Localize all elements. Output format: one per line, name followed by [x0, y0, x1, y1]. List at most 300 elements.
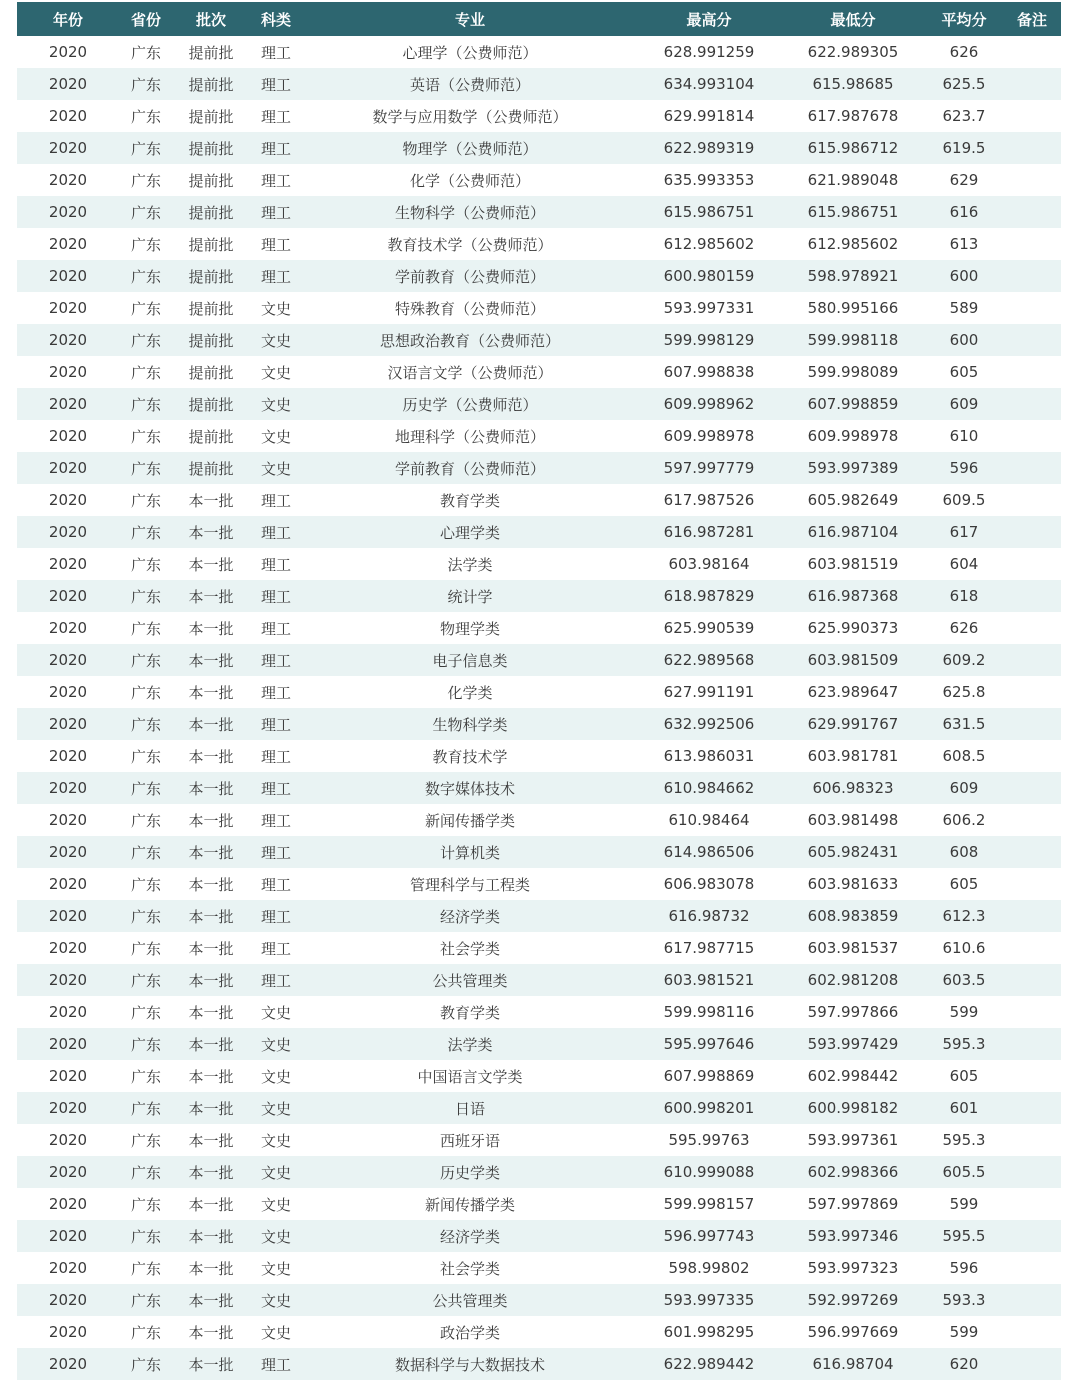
- cell-avg-score: 600: [949, 331, 979, 349]
- cell-major: 经济学类: [439, 907, 500, 926]
- table-row: [17, 548, 1061, 580]
- cell-max-score: 625.990539: [663, 619, 755, 637]
- cell-remarks: [1003, 420, 1061, 452]
- cell-major: 教育学类: [439, 491, 500, 510]
- cell-major: 电子信息类: [432, 651, 508, 670]
- cell-province: 广东: [130, 939, 161, 958]
- cell-max-score: 627.991191: [663, 683, 755, 701]
- table-row: [17, 100, 1061, 132]
- cell-year: 2020: [48, 395, 88, 413]
- cell-max-score: 617.987715: [663, 939, 755, 957]
- cell-avg-score: 623.7: [942, 107, 986, 125]
- cell-max-score: 600.998201: [663, 1099, 755, 1117]
- cell-major: 化学（公费师范）: [409, 171, 530, 190]
- cell-category: 理工: [260, 43, 291, 62]
- cell-major: 社会学类: [439, 939, 500, 958]
- cell-batch: 提前批: [188, 459, 234, 478]
- cell-batch: 提前批: [188, 107, 234, 126]
- cell-year: 2020: [48, 843, 88, 861]
- cell-avg-score: 604: [949, 555, 979, 573]
- cell-avg-score: 596: [949, 1259, 979, 1277]
- cell-major: 计算机类: [439, 843, 500, 862]
- cell-year: 2020: [48, 811, 88, 829]
- cell-year: 2020: [48, 587, 88, 605]
- cell-max-score: 599.998157: [663, 1195, 755, 1213]
- cell-min-score: 602.981208: [807, 971, 899, 989]
- cell-major: 生物科学类: [432, 715, 508, 734]
- table-row: [17, 612, 1061, 644]
- cell-batch: 本一批: [188, 651, 234, 670]
- cell-remarks: [1003, 1092, 1061, 1124]
- cell-max-score: 597.997779: [663, 459, 755, 477]
- cell-category: 理工: [260, 747, 291, 766]
- table-row: [17, 356, 1061, 388]
- table-row: [17, 260, 1061, 292]
- cell-batch: 提前批: [188, 363, 234, 382]
- cell-min-score: 605.982649: [807, 491, 899, 509]
- cell-category: 理工: [260, 491, 291, 510]
- cell-batch: 提前批: [188, 171, 234, 190]
- cell-remarks: [1003, 356, 1061, 388]
- cell-province: 广东: [130, 299, 161, 318]
- cell-remarks: [1003, 324, 1061, 356]
- cell-major: 数据科学与大数据技术: [394, 1355, 545, 1374]
- cell-category: 文史: [260, 1131, 291, 1150]
- cell-batch: 本一批: [188, 907, 234, 926]
- cell-remarks: [1003, 132, 1061, 164]
- cell-category: 文史: [260, 427, 291, 446]
- table-row: [17, 996, 1061, 1028]
- cell-year: 2020: [48, 619, 88, 637]
- table-row: [17, 196, 1061, 228]
- cell-major: 汉语言文学（公费师范）: [387, 363, 553, 382]
- cell-min-score: 603.981509: [807, 651, 899, 669]
- table-row: [17, 772, 1061, 804]
- cell-min-score: 615.98685: [812, 75, 894, 93]
- cell-min-score: 599.998118: [807, 331, 899, 349]
- cell-year: 2020: [48, 1131, 88, 1149]
- cell-avg-score: 609.2: [942, 651, 986, 669]
- cell-avg-score: 589: [949, 299, 979, 317]
- cell-major: 地理科学（公费师范）: [394, 427, 545, 446]
- cell-year: 2020: [48, 235, 88, 253]
- cell-major: 新闻传播学类: [424, 1195, 515, 1214]
- cell-avg-score: 599: [949, 1003, 979, 1021]
- cell-avg-score: 605: [949, 1067, 979, 1085]
- cell-category: 理工: [260, 619, 291, 638]
- cell-max-score: 617.987526: [663, 491, 755, 509]
- header-row: [17, 2, 1061, 36]
- cell-min-score: 615.986751: [807, 203, 899, 221]
- cell-major: 数学与应用数学（公费师范）: [372, 107, 568, 126]
- table-row: [17, 484, 1061, 516]
- cell-province: 广东: [130, 1259, 161, 1278]
- cell-major: 数字媒体技术: [424, 779, 515, 798]
- cell-major: 政治学类: [439, 1323, 500, 1342]
- table-row: [17, 1252, 1061, 1284]
- cell-year: 2020: [48, 683, 88, 701]
- cell-remarks: [1003, 612, 1061, 644]
- cell-remarks: [1003, 580, 1061, 612]
- cell-province: 广东: [130, 747, 161, 766]
- cell-category: 理工: [260, 75, 291, 94]
- cell-batch: 本一批: [188, 1259, 234, 1278]
- cell-batch: 本一批: [188, 523, 234, 542]
- cell-avg-score: 616: [949, 203, 979, 221]
- cell-category: 文史: [260, 1195, 291, 1214]
- cell-avg-score: 625.8: [942, 683, 986, 701]
- cell-min-score: 602.998366: [807, 1163, 899, 1181]
- table-row: [17, 1316, 1061, 1348]
- cell-max-score: 628.991259: [663, 43, 755, 61]
- cell-province: 广东: [130, 715, 161, 734]
- cell-major: 化学类: [447, 683, 493, 702]
- cell-category: 文史: [260, 1163, 291, 1182]
- cell-avg-score: 626: [949, 43, 979, 61]
- table-body: [17, 36, 1061, 1380]
- cell-min-score: 622.989305: [807, 43, 899, 61]
- table-row: [17, 708, 1061, 740]
- cell-min-score: 596.997669: [807, 1323, 899, 1341]
- header-province: 省份: [130, 10, 161, 29]
- cell-max-score: 622.989319: [663, 139, 755, 157]
- cell-province: 广东: [130, 203, 161, 222]
- cell-remarks: [1003, 228, 1061, 260]
- cell-batch: 本一批: [188, 1195, 234, 1214]
- cell-remarks: [1003, 676, 1061, 708]
- cell-province: 广东: [130, 651, 161, 670]
- cell-major: 学前教育（公费师范）: [394, 459, 545, 478]
- cell-batch: 本一批: [188, 1355, 234, 1374]
- table-row: [17, 1188, 1061, 1220]
- cell-province: 广东: [130, 75, 161, 94]
- cell-year: 2020: [48, 1003, 88, 1021]
- cell-major: 公共管理类: [432, 1291, 508, 1310]
- cell-max-score: 603.981521: [663, 971, 755, 989]
- cell-batch: 提前批: [188, 267, 234, 286]
- cell-avg-score: 617: [949, 523, 979, 541]
- cell-remarks: [1003, 932, 1061, 964]
- cell-category: 理工: [260, 683, 291, 702]
- table-row: [17, 1220, 1061, 1252]
- cell-year: 2020: [48, 971, 88, 989]
- cell-category: 理工: [260, 779, 291, 798]
- cell-remarks: [1003, 452, 1061, 484]
- cell-min-score: 621.989048: [807, 171, 899, 189]
- cell-category: 文史: [260, 1227, 291, 1246]
- table-row: [17, 1156, 1061, 1188]
- cell-remarks: [1003, 1028, 1061, 1060]
- cell-major: 历史学类: [439, 1163, 500, 1182]
- cell-avg-score: 618: [949, 587, 979, 605]
- cell-min-score: 615.986712: [807, 139, 899, 157]
- cell-remarks: [1003, 996, 1061, 1028]
- cell-year: 2020: [48, 555, 88, 573]
- cell-max-score: 614.986506: [663, 843, 755, 861]
- cell-min-score: 598.978921: [807, 267, 899, 285]
- cell-province: 广东: [130, 587, 161, 606]
- cell-category: 文史: [260, 363, 291, 382]
- cell-category: 文史: [260, 331, 291, 350]
- cell-year: 2020: [48, 1099, 88, 1117]
- cell-remarks: [1003, 36, 1061, 68]
- cell-min-score: 580.995166: [807, 299, 899, 317]
- cell-batch: 本一批: [188, 971, 234, 990]
- cell-max-score: 634.993104: [663, 75, 755, 93]
- cell-batch: 本一批: [188, 1163, 234, 1182]
- cell-min-score: 606.98323: [812, 779, 894, 797]
- cell-province: 广东: [130, 171, 161, 190]
- cell-category: 理工: [260, 939, 291, 958]
- cell-major: 统计学: [447, 587, 493, 606]
- cell-batch: 本一批: [188, 555, 234, 574]
- cell-major: 思想政治教育（公费师范）: [379, 331, 560, 350]
- header-category: 科类: [260, 10, 291, 29]
- admission-scores-table-container: [17, 2, 1061, 1380]
- cell-remarks: [1003, 260, 1061, 292]
- header-min-score: 最低分: [830, 10, 876, 29]
- cell-batch: 本一批: [188, 491, 234, 510]
- cell-max-score: 601.998295: [663, 1323, 755, 1341]
- cell-province: 广东: [130, 1035, 161, 1054]
- cell-min-score: 629.991767: [807, 715, 899, 733]
- table-row: [17, 964, 1061, 996]
- cell-category: 理工: [260, 907, 291, 926]
- cell-remarks: [1003, 1252, 1061, 1284]
- cell-category: 理工: [260, 875, 291, 894]
- cell-year: 2020: [48, 1035, 88, 1053]
- table-row: [17, 164, 1061, 196]
- cell-avg-score: 605: [949, 875, 979, 893]
- cell-batch: 本一批: [188, 747, 234, 766]
- table-row: [17, 420, 1061, 452]
- cell-remarks: [1003, 740, 1061, 772]
- cell-year: 2020: [48, 299, 88, 317]
- table-row: [17, 388, 1061, 420]
- cell-category: 理工: [260, 523, 291, 542]
- cell-province: 广东: [130, 1163, 161, 1182]
- cell-category: 文史: [260, 1035, 291, 1054]
- cell-remarks: [1003, 292, 1061, 324]
- cell-province: 广东: [130, 235, 161, 254]
- cell-year: 2020: [48, 203, 88, 221]
- cell-min-score: 603.981519: [807, 555, 899, 573]
- cell-remarks: [1003, 836, 1061, 868]
- cell-category: 理工: [260, 203, 291, 222]
- cell-min-score: 608.983859: [807, 907, 899, 925]
- cell-min-score: 593.997429: [807, 1035, 899, 1053]
- cell-batch: 提前批: [188, 203, 234, 222]
- cell-year: 2020: [48, 875, 88, 893]
- cell-major: 心理学（公费师范）: [402, 43, 538, 62]
- cell-province: 广东: [130, 1323, 161, 1342]
- table-header: [17, 2, 1061, 36]
- table-row: [17, 868, 1061, 900]
- cell-batch: 本一批: [188, 1323, 234, 1342]
- cell-remarks: [1003, 1124, 1061, 1156]
- cell-batch: 本一批: [188, 1099, 234, 1118]
- cell-batch: 本一批: [188, 875, 234, 894]
- cell-avg-score: 599: [949, 1323, 979, 1341]
- cell-category: 理工: [260, 1355, 291, 1374]
- cell-batch: 提前批: [188, 235, 234, 254]
- cell-province: 广东: [130, 1291, 161, 1310]
- cell-min-score: 597.997869: [807, 1195, 899, 1213]
- cell-remarks: [1003, 68, 1061, 100]
- cell-remarks: [1003, 1156, 1061, 1188]
- table-row: [17, 580, 1061, 612]
- cell-avg-score: 610: [949, 427, 979, 445]
- cell-category: 文史: [260, 459, 291, 478]
- cell-year: 2020: [48, 1291, 88, 1309]
- cell-remarks: [1003, 868, 1061, 900]
- cell-max-score: 616.98732: [668, 907, 750, 925]
- cell-year: 2020: [48, 907, 88, 925]
- cell-avg-score: 626: [949, 619, 979, 637]
- cell-province: 广东: [130, 43, 161, 62]
- cell-batch: 本一批: [188, 779, 234, 798]
- cell-remarks: [1003, 484, 1061, 516]
- cell-batch: 本一批: [188, 939, 234, 958]
- cell-province: 广东: [130, 843, 161, 862]
- cell-max-score: 615.986751: [663, 203, 755, 221]
- cell-category: 理工: [260, 843, 291, 862]
- cell-major: 物理学类: [439, 619, 500, 638]
- cell-major: 特殊教育（公费师范）: [394, 299, 545, 318]
- cell-min-score: 616.987104: [807, 523, 899, 541]
- header-year: 年份: [52, 10, 83, 29]
- cell-max-score: 593.997331: [663, 299, 755, 317]
- cell-avg-score: 608: [949, 843, 979, 861]
- cell-year: 2020: [48, 75, 88, 93]
- cell-category: 文史: [260, 1067, 291, 1086]
- cell-remarks: [1003, 1060, 1061, 1092]
- cell-batch: 本一批: [188, 811, 234, 830]
- cell-category: 文史: [260, 1099, 291, 1118]
- cell-max-score: 606.983078: [663, 875, 755, 893]
- cell-min-score: 617.987678: [807, 107, 899, 125]
- cell-province: 广东: [130, 619, 161, 638]
- cell-province: 广东: [130, 875, 161, 894]
- cell-batch: 本一批: [188, 587, 234, 606]
- table-row: [17, 804, 1061, 836]
- cell-remarks: [1003, 388, 1061, 420]
- cell-max-score: 629.991814: [663, 107, 755, 125]
- header-major: 专业: [454, 10, 485, 29]
- cell-min-score: 616.98704: [812, 1355, 894, 1373]
- cell-min-score: 603.981633: [807, 875, 899, 893]
- cell-avg-score: 631.5: [942, 715, 986, 733]
- cell-province: 广东: [130, 1067, 161, 1086]
- cell-max-score: 609.998962: [663, 395, 755, 413]
- cell-major: 教育学类: [439, 1003, 500, 1022]
- cell-year: 2020: [48, 939, 88, 957]
- table-row: [17, 1060, 1061, 1092]
- cell-min-score: 603.981537: [807, 939, 899, 957]
- cell-max-score: 600.980159: [663, 267, 755, 285]
- cell-province: 广东: [130, 427, 161, 446]
- cell-province: 广东: [130, 811, 161, 830]
- cell-avg-score: 613: [949, 235, 979, 253]
- table-row: [17, 324, 1061, 356]
- cell-year: 2020: [48, 491, 88, 509]
- cell-batch: 提前批: [188, 331, 234, 350]
- cell-remarks: [1003, 1348, 1061, 1380]
- cell-major: 物理学（公费师范）: [402, 139, 538, 158]
- cell-year: 2020: [48, 1195, 88, 1213]
- cell-major: 经济学类: [439, 1227, 500, 1246]
- cell-max-score: 599.998129: [663, 331, 755, 349]
- cell-avg-score: 600: [949, 267, 979, 285]
- cell-province: 广东: [130, 107, 161, 126]
- cell-min-score: 600.998182: [807, 1099, 899, 1117]
- cell-max-score: 599.998116: [663, 1003, 755, 1021]
- cell-major: 西班牙语: [439, 1131, 500, 1150]
- cell-max-score: 613.986031: [663, 747, 755, 765]
- cell-province: 广东: [130, 363, 161, 382]
- header-max-score: 最高分: [686, 10, 732, 29]
- cell-remarks: [1003, 516, 1061, 548]
- cell-major: 英语（公费师范）: [409, 75, 530, 94]
- cell-batch: 提前批: [188, 75, 234, 94]
- cell-max-score: 610.999088: [663, 1163, 755, 1181]
- cell-remarks: [1003, 900, 1061, 932]
- cell-category: 理工: [260, 811, 291, 830]
- cell-max-score: 618.987829: [663, 587, 755, 605]
- cell-avg-score: 619.5: [942, 139, 986, 157]
- cell-max-score: 610.984662: [663, 779, 755, 797]
- cell-category: 理工: [260, 235, 291, 254]
- cell-province: 广东: [130, 779, 161, 798]
- cell-batch: 本一批: [188, 683, 234, 702]
- cell-min-score: 605.982431: [807, 843, 899, 861]
- cell-avg-score: 610.6: [942, 939, 986, 957]
- cell-avg-score: 603.5: [942, 971, 986, 989]
- table-row: [17, 228, 1061, 260]
- cell-province: 广东: [130, 1195, 161, 1214]
- table-row: [17, 836, 1061, 868]
- cell-province: 广东: [130, 1003, 161, 1022]
- cell-min-score: 593.997323: [807, 1259, 899, 1277]
- cell-avg-score: 609.5: [942, 491, 986, 509]
- cell-max-score: 622.989568: [663, 651, 755, 669]
- cell-batch: 本一批: [188, 1227, 234, 1246]
- table-row: [17, 932, 1061, 964]
- table-row: [17, 900, 1061, 932]
- cell-avg-score: 625.5: [942, 75, 986, 93]
- cell-province: 广东: [130, 907, 161, 926]
- cell-avg-score: 629: [949, 171, 979, 189]
- cell-batch: 提前批: [188, 395, 234, 414]
- cell-remarks: [1003, 164, 1061, 196]
- cell-category: 理工: [260, 651, 291, 670]
- cell-min-score: 603.981498: [807, 811, 899, 829]
- cell-min-score: 625.990373: [807, 619, 899, 637]
- cell-category: 理工: [260, 715, 291, 734]
- cell-category: 理工: [260, 171, 291, 190]
- cell-min-score: 593.997389: [807, 459, 899, 477]
- cell-min-score: 597.997866: [807, 1003, 899, 1021]
- cell-batch: 本一批: [188, 1003, 234, 1022]
- cell-min-score: 592.997269: [807, 1291, 899, 1309]
- cell-major: 法学类: [447, 1035, 493, 1054]
- cell-year: 2020: [48, 267, 88, 285]
- cell-province: 广东: [130, 331, 161, 350]
- table-row: [17, 644, 1061, 676]
- cell-year: 2020: [48, 715, 88, 733]
- cell-year: 2020: [48, 107, 88, 125]
- cell-category: 理工: [260, 555, 291, 574]
